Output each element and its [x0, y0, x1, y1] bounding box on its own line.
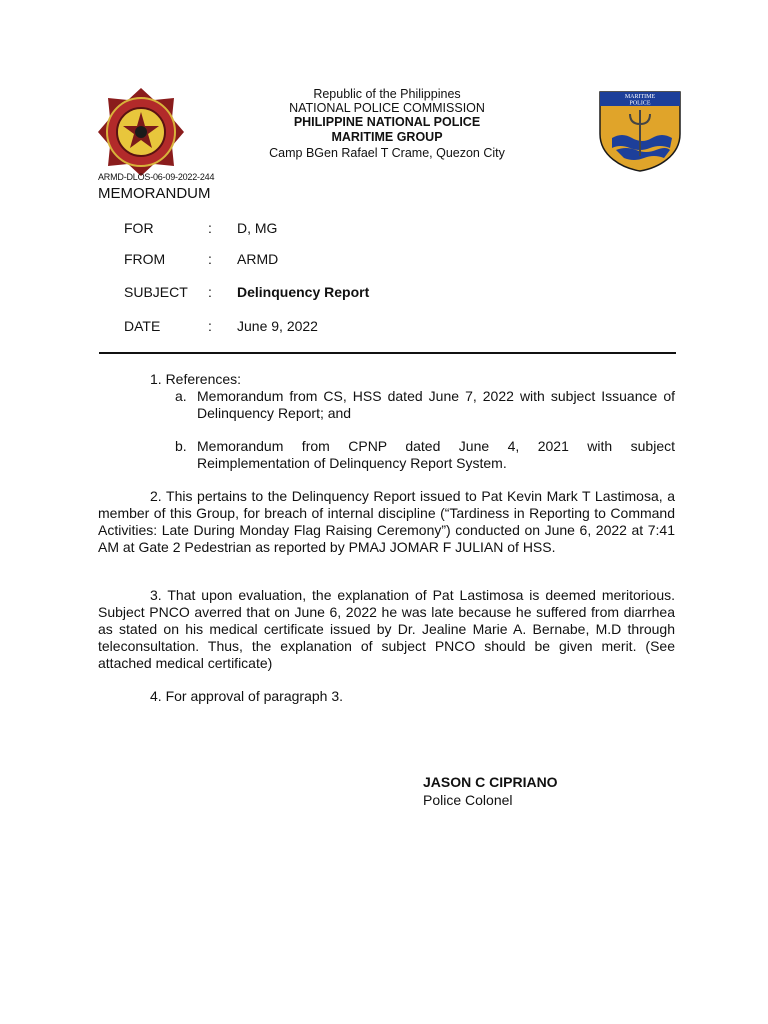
header-napolcom: NATIONAL POLICE COMMISSION — [289, 101, 485, 115]
signatory-rank: Police Colonel — [423, 792, 513, 808]
field-colon: : — [208, 284, 212, 300]
maritime-police-shield-logo — [598, 90, 682, 172]
reference-a-text: Memorandum from CS, HSS dated June 7, 2022 with subject Issuance of Delinquency Report; and — [197, 388, 675, 421]
field-colon: : — [208, 220, 212, 236]
paragraph-4: 4. For approval of paragraph 3. — [150, 688, 344, 704]
field-label-date: DATE — [124, 318, 161, 334]
field-label-subject: SUBJECT — [124, 284, 188, 300]
paragraph-3: 3. That upon evaluation, the explanation of Pat Lastimosa is deemed meritorious. Subject PNCO averred that on June 6, 2022 he was late because he suffered from diarrhea as stated on his medical certificate issued by Dr. Jealine Marie A. Bernabe, M.D through teleconsultation. Thus, the explanation of subject PNCO should be given merit. (See attached medical certificate) — [98, 587, 675, 671]
field-colon: : — [208, 318, 212, 334]
header-address: Camp BGen Rafael T Crame, Quezon City — [269, 146, 505, 160]
reference-b-mark: b. — [175, 438, 187, 454]
signatory-name: JASON C CIPRIANO — [423, 774, 558, 790]
para1-heading: 1. References: — [150, 371, 242, 387]
pnp-seal-logo — [98, 86, 184, 178]
field-colon: : — [208, 251, 212, 267]
field-label-from: FROM — [124, 251, 166, 267]
field-label-for: FOR — [124, 220, 154, 236]
header-pnp: PHILIPPINE NATIONAL POLICE — [293, 115, 481, 129]
header-republic: Republic of the Philippines — [313, 87, 461, 101]
svg-text:MARITIME: MARITIME — [624, 94, 656, 100]
reference-b-text: Memorandum from CPNP dated June 4, 2021 with subject Reimplementation of Delinquency Report System. — [197, 438, 675, 471]
field-value-date: June 9, 2022 — [237, 318, 318, 334]
field-value-for: D, MG — [237, 220, 278, 236]
header-maritime-group: MARITIME GROUP — [331, 130, 443, 144]
paragraph-2: 2. This pertains to the Delinquency Report issued to Pat Kevin Mark T Lastimosa, a member of this Group, for breach of internal discipline (“Tardiness in Reporting to Command Activities: Late During Monday Flag Raising Ceremony”) conducted on June 6, 2022 at 7:41 AM at Gate 2 Pedestrian as reported by PMAJ JOMAR F JULIAN of HSS. — [98, 488, 675, 555]
memorandum-title: MEMORANDUM — [98, 185, 211, 202]
header-divider — [99, 352, 676, 354]
field-value-from: ARMD — [237, 251, 279, 267]
svg-text:POLICE: POLICE — [629, 100, 651, 107]
control-number: ARMD-DLOS-06-09-2022-244 — [98, 172, 215, 182]
reference-a-mark: a. — [175, 388, 187, 404]
field-value-subject: Delinquency Report — [237, 284, 370, 300]
